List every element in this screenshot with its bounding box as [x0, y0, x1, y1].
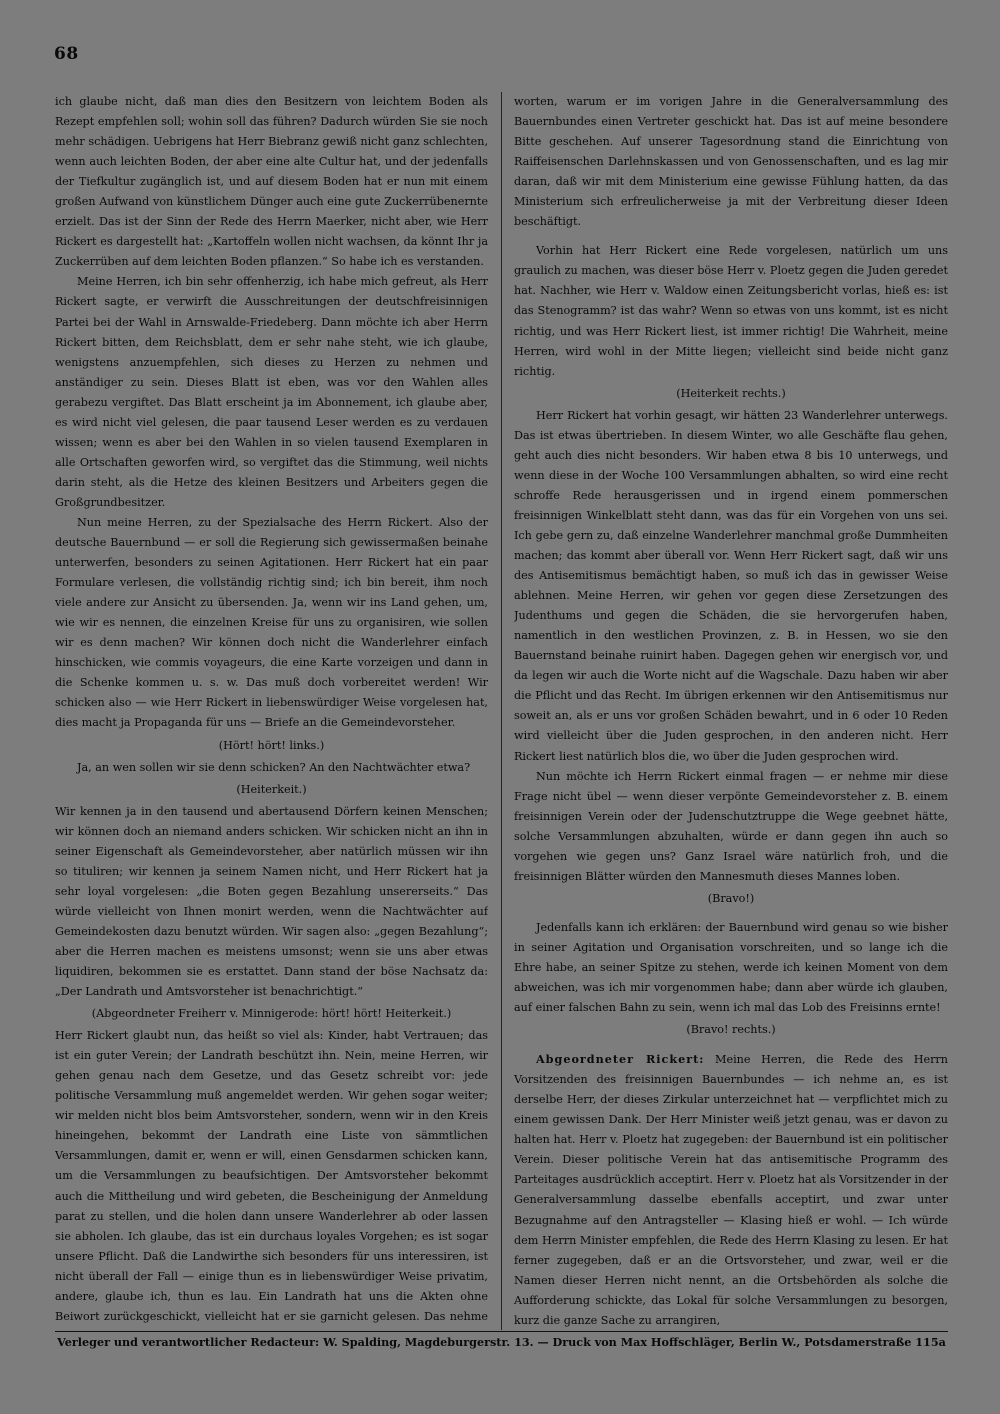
page-number: 68 — [54, 44, 79, 64]
paragraph: worten, warum er im vorigen Jahre in die Generalversammlung des Bauernbundes einen Vertreter geschickt hat. Das ist auf meine besondere Bitte geschehen. Auf unserer Tagesordnung stand die Einrichtung von Raiffeisenschen Darlehnskassen und von Genossenschaften, und es lag mir daran, daß wir mit dem Ministerium eine gewisse Fühlung hatten, da das Ministerium sich erfreulicherweise ja mit der Verbreitung dieser Ideen beschäftigt. — [514, 95, 948, 229]
left-column — [55, 92, 488, 1330]
paragraph: Vorhin hat Herr Rickert eine Rede vorgelesen, natürlich um uns graulich zu machen, was dieser böse Herr v. Ploetz gegen die Juden geredet hat. Nachher, wie Herr v. Waldow einen Zeitungsbericht vorlas, hieß es: ist das Stenogramm? ist das wahr? Wenn so etwas von uns kommt, ist es nicht richtig, und was Herr Rickert liest, ist immer richtig! Die Wahrheit, meine Herren, wird wohl in der Mitte liegen; vielleicht sind beide nicht ganz richtig. — [514, 244, 948, 378]
interjection: (Hört! hört! links.) — [218, 738, 325, 752]
speaker-name: Abgeordneter Rickert: — [536, 1052, 705, 1067]
interjection: (Abgeordneter Freiherr v. Minnigerode: hört! hört! Heiterkeit.) — [91, 1007, 452, 1021]
interjection: (Heiterkeit.) — [236, 782, 307, 796]
paragraph: Herr Rickert glaubt nun, das heißt so viel als: Kinder, habt Vertrauen; das ist ein guter Verein; der Landrath beschützt ihn. Nein, meine Herren, wir gehen genau nach dem Gesetze, und das Gesetz schreibt vor: jede politische Versammlung muß angemeldet werden. Wir gehen sogar weiter; wir melden nicht blos beim Amtsvorsteher, sondern, wenn wir in den Kreis hineingehen, bekommt der Landrath eine Liste von sämmtlichen Versammlungen, damit er, wenn er will, einen Gensdarmen schicken kann, um die Versammlungen zu beaufsichtigen. Der Amtsvorsteher bekommt auch die Mittheilung und wird gebeten, die Bescheinigung der Anmeldung parat zu stellen, und die holen dann unsere Wanderlehrer ab oder lassen sie abholen. Ich glaube, das ist ein durchaus loyales Vorgehen; es ist sogar unsere Pflicht. Daß die Landwirthe sich besonders für uns interessiren, ist nicht überall der Fall — einige thun es in liebenswürdiger Weise privatim, andere, glaube ich, thun es lau. Ein Landrath hat uns die Akten ohne Beiwort zurückgeschickt, vielleicht hat er sie garnicht gelesen. Das nehme — [55, 1029, 488, 1323]
imprint-footer: Verleger und verantwortlicher Redacteur: W. Spalding, Magdeburgerstr. 13. — Druck von Max Hoffschläger, Berlin W., Potsdamerstraße 115a — [57, 1335, 946, 1349]
right-column — [514, 92, 948, 1330]
paragraph: Jedenfalls kann ich erklären: der Bauernbund wird genau so wie bisher in seiner Agitation und Organisation vorschreiten, und so lange ich die Ehre habe, an seiner Spitze zu stehen, werde ich keinen Moment von dem abweichen, was ich mir vorgenommen habe; dann aber würde ich glauben, auf einer falschen Bahn zu sein, wenn ich mal das Lob des Freisinns ernte! — [514, 920, 948, 1015]
footer-rule — [55, 1331, 948, 1332]
interjection: (Bravo!) — [707, 891, 755, 905]
paragraph: Wir kennen ja in den tausend und abertausend Dörfern keinen Menschen; wir können doch an niemand anders schicken. Wir schicken nicht an ihn in seiner Eigenschaft als Gemeindevorsteher, aber natürlich müssen wir ihn so tituliren; wir kennen ja seinem Namen nicht, und Herr Rickert hat ja sehr loyal vorgelesen: „die Boten gegen Bezahlung unsererseits.“ Das würde vielleicht von Ihnen monirt werden, wenn die Nachtwächter auf Gemeindekosten dazu benutzt würden. Wir sagen also: „gegen Bezahlung“; aber die Herren machen es meistens umsonst; wenn sie uns aber etwas liquidiren, bekommen sie es erstattet. Dann stand der böse Nachsatz da: „Der Landrath und Amtsvorsteher ist benachrichtigt.“ — [55, 804, 488, 999]
paragraph: Nun meine Herren, zu der Spezialsache des Herrn Rickert. Also der deutsche Bauernbund — er soll die Regierung sich gewissermaßen beinahe unterwerfen, besonders zu seinen Agitationen. Herr Rickert hat ein paar Formulare verlesen, die vollständig richtig sind; ich bin bereit, ihm noch viele andere zur Ansicht zu übersenden. Ja, wenn wir ins Land gehen, um, wie wir es nennen, die einzelnen Kreise für uns zu organisiren, wie sollen wir es denn machen? Wir können doch nicht die Wanderlehrer einfach hinschicken, wie commis voyageurs, die eine Karte vorzeigen und dann in die Schenke kommen u. s. w. Das muß doch vorbereitet werden! Wir schicken also — wie Herr Rickert in liebenswürdiger Weise vorgelesen hat, dies macht ja Propaganda für uns — Briefe an die Gemeindevorsteher. — [55, 515, 488, 730]
paragraph: ich glaube nicht, daß man dies den Besitzern von leichtem Boden als Rezept empfehlen soll; wohin soll das führen? Dadurch würden Sie sie noch mehr schädigen. Uebrigens hat Herr Biebranz gewiß nicht ganz schlechten, wenn auch leichten Boden, der aber eine alte Cultur hat, und der jedenfalls der Tiefkultur zugänglich ist, und auf diesem Boden hat er nun mit einem großen Aufwand von künstlichem Dünger auch eine gute Zuckerrübenernte erzielt. Das ist der Sinn der Rede des Herrn Maerker, nicht aber, wie Herr Rickert es dargestellt hat: „Kartoffeln wollen nicht wachsen, da könnt Ihr ja Zuckerrüben auf dem leichten Boden pflanzen.“ So habe ich es verstanden. — [55, 95, 488, 269]
column-divider — [501, 92, 502, 1330]
speech-paragraph — [514, 1049, 948, 1330]
interjection: (Heiterkeit rechts.) — [676, 386, 786, 400]
paragraph: Nun möchte ich Herrn Rickert einmal fragen — er nehme mir diese Frage nicht übel — wenn dieser verpönte Gemeindevorsteher z. B. einem freisinnigen Verein oder der Judenschutztruppe die Wege geebnet hätte, solche Versammlungen abzuhalten, würde er dann gegen ihn auch so vorgehen wie gegen uns? Ganz Israel wäre natürlich froh, und die freisinnigen Blätter würden den Mannesmuth dieses Mannes loben. — [514, 769, 948, 883]
speech-text: Meine Herren, die Rede des Herrn Vorsitzenden des freisinnigen Bauernbundes — ich nehme an, es ist derselbe Herr, der dieses Zirkular unterzeichnet hat — verpflichtet mich zu einem gewissen Dank. Der Herr Minister weiß jetzt genau, was er davon zu halten hat. Herr v. Ploetz hat zugegeben: der Bauernbund ist ein politischer Verein. Dieser politische Verein hat das antisemitische Programm des Parteitages ausdrücklich acceptirt. Herr v. Ploetz hat als Vorsitzender in der Generalversammlung dasselbe ebenfalls acceptirt, und zwar unter Bezugnahme auf den Antragsteller — Klasing hieß er wohl. — Ich würde dem Herrn Minister empfehlen, die Rede des Herrn Klasing zu lesen. Er hat ferner zugegeben, daß er an die Ortsvorsteher, und zwar, weil er die Namen dieser Herren nicht nennt, an die Ortsbehörden als solche die Aufforderung schickte, das Lokal für solche Versammlungen zu besorgen, kurz die ganze Sache zu arrangiren, — [514, 1053, 948, 1327]
paragraph: Ja, an wen sollen wir sie denn schicken? An den Nachtwächter etwa? — [77, 760, 471, 774]
paragraph: Meine Herren, ich bin sehr offenherzig, ich habe mich gefreut, als Herr Rickert sagte, er verwirft die Ausschreitungen der deutschfreisinnigen Partei bei der Wahl in Arnswalde-Friedeberg. Dann möchte ich aber Herrn Rickert bitten, dem Reichsblatt, dem er sehr nahe steht, wie ich glaube, wenigstens anzuempfehlen, sich dieses zu Herzen zu nehmen und anständiger zu sein. Dieses Blatt ist eben, was vor den Wahlen alles gerabezu vergiftet. Das Blatt erscheint ja im Abonnement, ich glaube aber, es wird nicht viel gelesen, die paar tausend Leser werden es zu verdauen wissen; wenn es aber bei den Wahlen in so vielen tausend Exemplaren in alle Ortschaften geworfen wird, so vergiftet das die Stimmung, weil nichts darin steht, als die Hetze des kleinen Besitzers und Arbeiters gegen die Großgrundbesitzer. — [55, 275, 488, 509]
paragraph: Herr Rickert hat vorhin gesagt, wir hätten 23 Wanderlehrer unterwegs. Das ist etwas übertrieben. In diesem Winter, wo alle Geschäfte flau gehen, geht auch dies nicht besonders. Wir haben etwa 8 bis 10 unterwegs, und wenn diese in der Woche 100 Versammlungen abhalten, so wird eine recht schroffe Rede herausgerissen und in irgend einem pommerschen freisinnigen Winkelblatt steht dann, was das für ein Vorgehen von uns sei. Ich gebe gern zu, daß einzelne Wanderlehrer manchmal große Dummheiten machen; das kommt aber überall vor. Wenn Herr Rickert sagt, daß wir uns des Antisemitismus bemächtigt haben, so muß ich das in gewisser Weise ablehnen. Meine Herren, wir gehen vor gegen diese Zersetzungen des Judenthums und gegen die Schäden, die sie hervorgerufen haben, namentlich in den westlichen Provinzen, z. B. in Hessen, wo sie den Bauernstand beinahe ruinirt haben. Dagegen gehen wir energisch vor, und da legen wir auch die Worte nicht auf die Wagschale. Dazu haben wir aber die Pflicht und das Recht. Im übrigen erkennen wir den Antisemitismus nur soweit an, als er uns vor großen Schäden bewahrt, und in 6 oder 10 Reden wird vielleicht über die Juden gesprochen, in den anderen nicht. Herr Rickert liest natürlich blos die, wo über die Juden gesprochen wird. — [514, 408, 948, 763]
interjection: (Bravo! rechts.) — [686, 1023, 776, 1037]
